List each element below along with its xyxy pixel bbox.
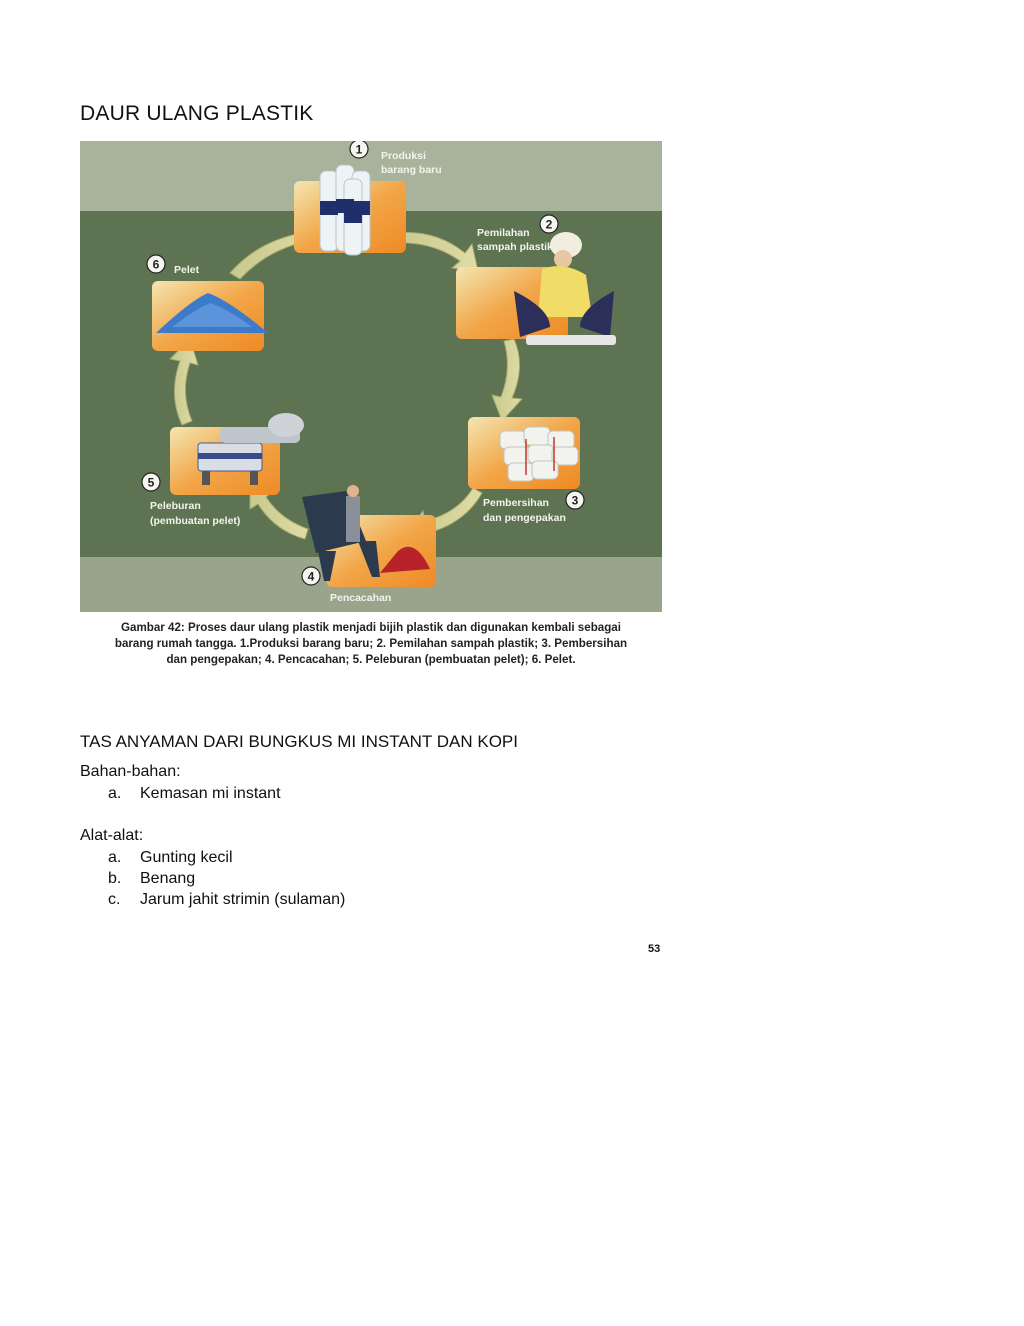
list-item (108, 785, 281, 806)
svg-text:3: 3 (571, 493, 579, 508)
caption-line: dan pengepakan; 4. Pencacahan; 5. Peleburan (pembuatan pelet); 6. Pelet. (166, 653, 576, 666)
list-item (108, 849, 345, 870)
svg-text:4: 4 (307, 569, 315, 584)
materials-label: Bahan-bahan: (80, 763, 181, 780)
tools-label: Alat-alat: (80, 827, 144, 844)
page-number: 53 (648, 943, 661, 955)
section-title: TAS ANYAMAN DARI BUNGKUS MI INSTANT DAN KOPI (80, 732, 518, 751)
recycling-diagram (80, 141, 662, 612)
step-2-label-line1: Pemilahan (477, 227, 530, 239)
list-marker: c. (108, 891, 121, 908)
list-item (108, 870, 345, 891)
svg-text:1: 1 (355, 142, 363, 157)
step-4-label-line1: Pencacahan (330, 592, 392, 604)
caption-line: Gambar 42: Proses daur ulang plastik menjadi bijih plastik dan digunakan kembali sebagai (121, 621, 621, 634)
step-badge-6 (147, 255, 165, 273)
step-5-label-line1: Peleburan (150, 500, 201, 512)
step-3-label-line2: dan pengepakan (483, 512, 566, 524)
list-item-text: Gunting kecil (140, 849, 233, 866)
page-heading: DAUR ULANG PLASTIK (80, 102, 314, 125)
list-marker: a. (108, 785, 122, 802)
list-item-text: Kemasan mi instant (140, 785, 281, 802)
step-5-label-line2: (pembuatan pelet) (150, 515, 241, 527)
step-1-label-line1: Produksi (381, 150, 426, 162)
list-item-text: Jarum jahit strimin (sulaman) (140, 891, 346, 908)
materials-list (108, 785, 281, 806)
tools-list (108, 849, 345, 912)
step-badge-3 (566, 491, 584, 509)
svg-text:6: 6 (152, 257, 160, 272)
step-badge-1 (350, 141, 368, 158)
step-badge-5 (142, 473, 160, 491)
list-item (108, 891, 345, 912)
step-badge-2 (540, 215, 558, 233)
step-1-label-line2: barang baru (381, 164, 442, 176)
step-6-label-line1: Pelet (174, 264, 200, 276)
step-2-label-line2: sampah plastik (477, 241, 553, 253)
step-3-label-line1: Pembersihan (483, 497, 549, 509)
figure-caption (80, 620, 662, 668)
station-pelet (152, 281, 268, 351)
step-badge-4 (302, 567, 320, 585)
list-marker: b. (108, 870, 122, 887)
list-item-text: Benang (140, 870, 196, 887)
list-marker: a. (108, 849, 122, 866)
caption-line: barang rumah tangga. 1.Produksi barang baru; 2. Pemilahan sampah plastik; 3. Pembersihan (114, 637, 628, 650)
svg-text:5: 5 (147, 475, 155, 490)
svg-text:2: 2 (545, 217, 553, 232)
station-pembersihan (468, 417, 580, 489)
